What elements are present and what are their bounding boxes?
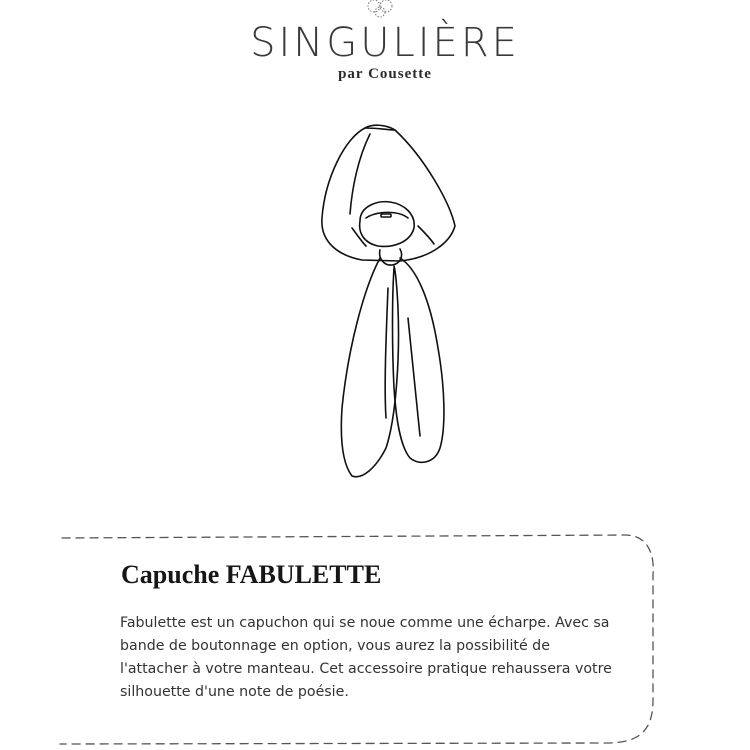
hood-scarf-drawing-icon — [300, 118, 470, 488]
brand-title: SINGULIÈRE — [250, 20, 520, 66]
flower-ornament-icon — [360, 0, 400, 22]
product-title: Capuche FABULETTE — [121, 560, 382, 589]
product-description: Fabulette est un capuchon qui se noue comme une écharpe. Avec sa bande de boutonnage en option, vous aurez la possibilité de l'attacher à votre manteau. Cet accessoire pratique rehaussera votre silhouette d'une note de poésie. — [120, 615, 612, 700]
brand-subtitle: par Cousette — [338, 66, 432, 82]
product-info-card — [0, 530, 750, 750]
